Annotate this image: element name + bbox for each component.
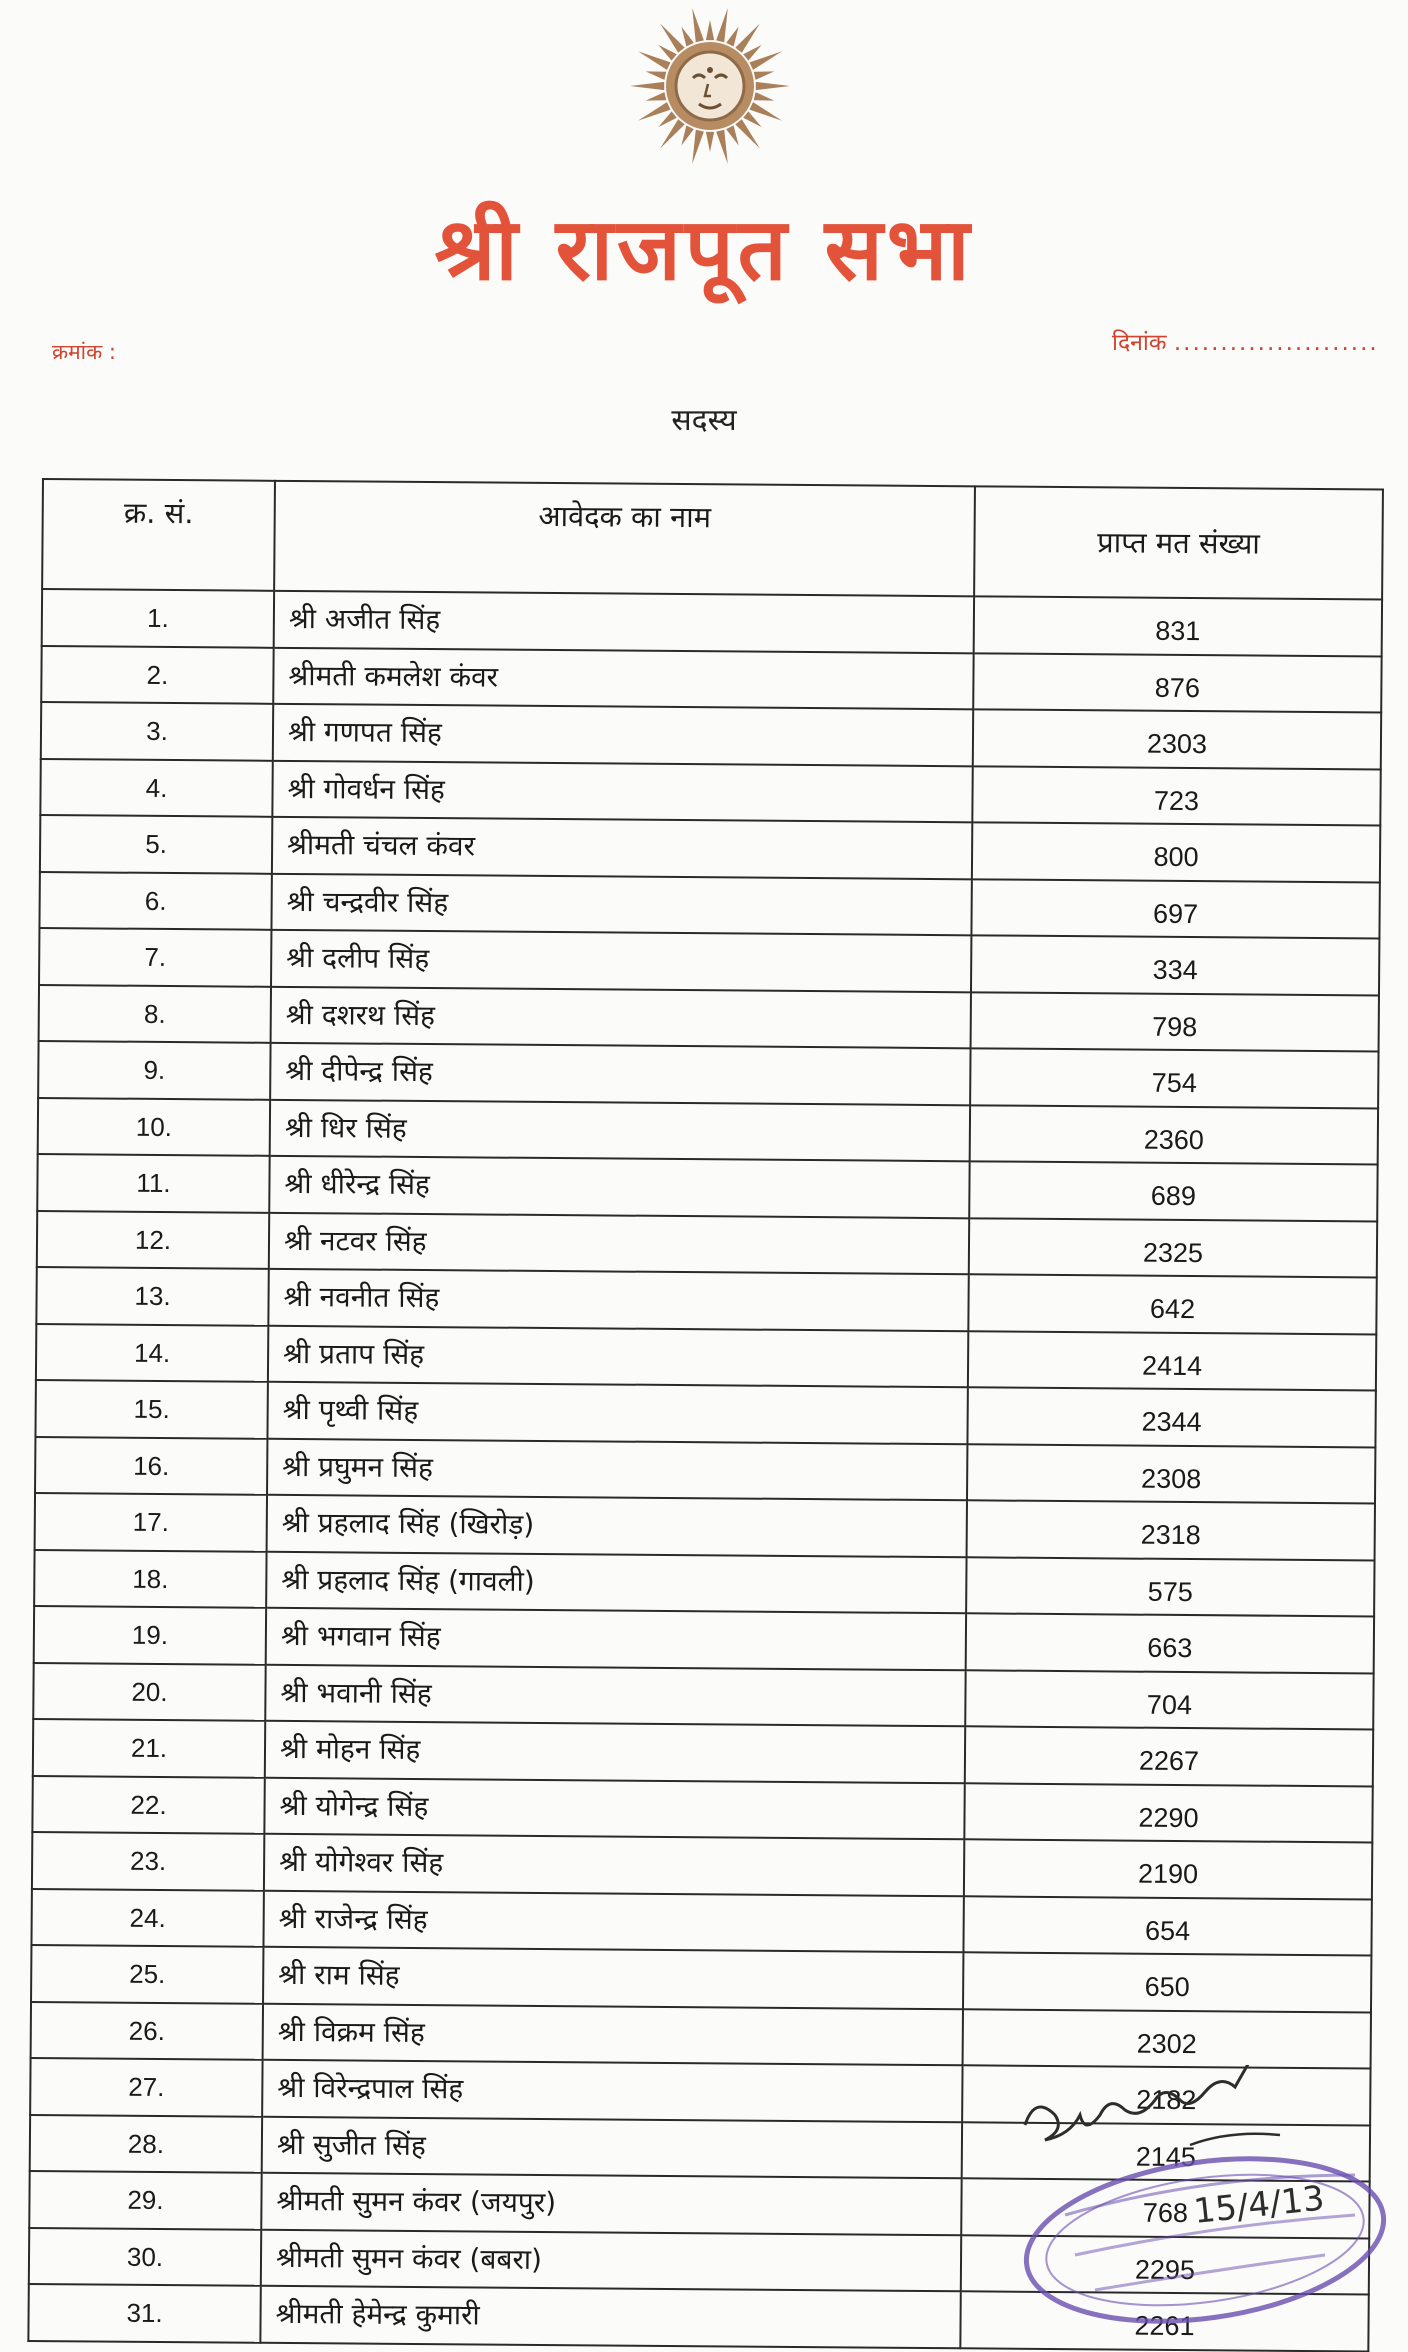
serial-number-cell: 3. — [41, 702, 273, 760]
applicant-name-cell: श्री योगेश्वर सिंह — [264, 1834, 964, 1896]
applicant-name-cell: श्रीमती चंचल कंवर — [272, 817, 972, 879]
reference-number-label: क्रमांक : — [52, 340, 117, 364]
date-label: दिनांक — [1112, 330, 1167, 356]
votes-received-cell: 2414 — [968, 1331, 1376, 1391]
votes-received-cell: 2190 — [964, 1839, 1372, 1899]
table-row — [37, 1210, 1377, 1277]
applicant-name-cell: श्री धिर सिंह — [270, 1099, 970, 1161]
applicant-name-cell: श्री चन्द्रवीर सिंह — [271, 873, 971, 935]
serial-number-cell: 13. — [36, 1267, 268, 1325]
serial-number-cell: 12. — [37, 1210, 269, 1268]
applicant-name-cell: श्री प्रघुमन सिंह — [267, 1438, 967, 1500]
votes-received-cell: 650 — [963, 1952, 1371, 2012]
table-row — [40, 815, 1380, 882]
official-stamp-icon — [1016, 2138, 1394, 2336]
votes-received-cell: 2290 — [964, 1783, 1372, 1843]
applicant-name-cell: श्री प्रताप सिंह — [268, 1325, 968, 1387]
organization-title: श्री राजपूत सभा — [434, 200, 974, 300]
applicant-name-cell: श्री विरेन्द्रपाल सिंह — [262, 2060, 962, 2122]
votes-received-cell: 831 — [974, 596, 1382, 656]
votes-received-cell: 2344 — [967, 1387, 1375, 1447]
applicant-name-cell: श्री विक्रम सिंह — [263, 2003, 963, 2065]
votes-received-cell: 2360 — [970, 1105, 1378, 1165]
table-row — [32, 1775, 1372, 1842]
votes-received-cell: 654 — [963, 1896, 1371, 1956]
applicant-name-cell: श्री गणपत सिंह — [273, 704, 973, 766]
serial-number-cell: 1. — [42, 589, 274, 647]
applicant-name-cell: श्री दीपेन्द्र सिंह — [270, 1043, 970, 1105]
votes-received-cell: 800 — [972, 822, 1380, 882]
date-blank-line: ...................... — [1173, 330, 1379, 356]
table-row — [32, 1832, 1372, 1899]
table-row — [34, 1549, 1374, 1616]
section-heading: सदस्य — [671, 403, 737, 438]
serial-number-cell: 20. — [33, 1662, 265, 1720]
table-row — [31, 2001, 1371, 2068]
applicant-name-cell: श्रीमती कमलेश कंवर — [273, 647, 973, 709]
table-row — [35, 1380, 1375, 1447]
applicant-name-cell: श्री योगेन्द्र सिंह — [264, 1777, 964, 1839]
applicant-name-cell: श्री अजीत सिंह — [274, 591, 974, 653]
serial-number-cell: 5. — [40, 815, 272, 873]
votes-received-cell: 704 — [965, 1670, 1373, 1730]
serial-number-cell: 10. — [38, 1097, 270, 1155]
applicant-name-cell: श्री प्रहलाद सिंह (गावली) — [266, 1551, 966, 1613]
votes-received-cell: 2182 — [962, 2065, 1370, 2125]
table-row — [39, 928, 1379, 995]
votes-received-cell: 2261 — [960, 2291, 1368, 2351]
serial-number-cell: 24. — [31, 1888, 263, 1946]
column-header-applicant-name: आवेदक का नाम — [274, 481, 975, 596]
votes-received-cell: 697 — [971, 879, 1379, 939]
serial-number-cell: 21. — [33, 1719, 265, 1777]
table-row — [41, 702, 1381, 769]
votes-received-cell: 798 — [971, 992, 1379, 1052]
serial-number-cell: 31. — [28, 2284, 260, 2342]
table-row — [39, 871, 1379, 938]
table-row — [39, 984, 1379, 1051]
votes-received-cell: 2308 — [967, 1444, 1375, 1504]
applicant-name-cell: श्री दशरथ सिंह — [271, 986, 971, 1048]
serial-number-cell: 22. — [32, 1775, 264, 1833]
applicant-name-cell: श्री नवनीत सिंह — [268, 1269, 968, 1331]
serial-number-cell: 8. — [39, 984, 271, 1042]
votes-received-cell: 2295 — [961, 2235, 1369, 2295]
votes-received-cell: 642 — [968, 1274, 1376, 1334]
serial-number-cell: 19. — [34, 1606, 266, 1664]
signature-and-stamp — [1005, 2065, 1405, 2336]
table-row — [36, 1323, 1376, 1390]
table-row — [36, 1267, 1376, 1334]
serial-number-cell: 14. — [36, 1323, 268, 1381]
date-field — [1112, 325, 1379, 357]
sun-face-emblem-icon — [615, 4, 805, 172]
handwritten-signature-icon — [1025, 2065, 1326, 2232]
serial-number-cell: 15. — [35, 1380, 267, 1438]
applicant-name-cell: श्रीमती सुमन कंवर (जयपुर) — [261, 2173, 961, 2235]
table-header-row — [42, 479, 1383, 600]
serial-number-cell: 7. — [39, 928, 271, 986]
votes-received-cell: 754 — [970, 1048, 1378, 1108]
applicant-name-cell: श्री राम सिंह — [263, 1947, 963, 2009]
table-row — [38, 1097, 1378, 1164]
serial-number-cell: 17. — [35, 1493, 267, 1551]
applicant-name-cell: श्री प्रहलाद सिंह (खिरोड़) — [267, 1495, 967, 1557]
serial-number-cell: 30. — [29, 2227, 261, 2285]
votes-received-cell: 689 — [969, 1161, 1377, 1221]
votes-received-cell: 2303 — [973, 709, 1381, 769]
serial-number-cell: 18. — [34, 1549, 266, 1607]
table-row — [38, 1041, 1378, 1108]
votes-received-cell: 334 — [971, 935, 1379, 995]
serial-number-cell: 9. — [38, 1041, 270, 1099]
votes-received-cell: 2145 — [962, 2122, 1370, 2182]
serial-number-cell: 28. — [30, 2114, 262, 2172]
table-row — [34, 1606, 1374, 1673]
column-header-serial: क्र. सं. — [42, 479, 275, 591]
serial-number-cell: 6. — [39, 871, 271, 929]
handwritten-date: 15/4/13 — [1191, 2178, 1327, 2232]
votes-received-cell: 575 — [966, 1557, 1374, 1617]
votes-received-cell: 2318 — [967, 1500, 1375, 1560]
table-row — [35, 1493, 1375, 1560]
serial-number-cell: 2. — [41, 646, 273, 704]
serial-number-cell: 27. — [30, 2058, 262, 2116]
applicant-name-cell: श्री राजेन्द्र सिंह — [263, 1890, 963, 1952]
applicant-name-cell: श्री मोहन सिंह — [265, 1721, 965, 1783]
votes-received-cell: 663 — [966, 1613, 1374, 1673]
table-row — [33, 1719, 1373, 1786]
applicant-name-cell: श्री दलीप सिंह — [271, 930, 971, 992]
votes-received-cell: 2302 — [963, 2009, 1371, 2069]
serial-number-cell: 23. — [32, 1832, 264, 1890]
serial-number-cell: 4. — [40, 758, 272, 816]
serial-number-cell: 25. — [31, 1945, 263, 2003]
table-row — [31, 1945, 1371, 2012]
table-row — [37, 1154, 1377, 1221]
applicant-name-cell: श्री भवानी सिंह — [265, 1664, 965, 1726]
applicant-name-cell: श्री पृथ्वी सिंह — [267, 1382, 967, 1444]
table-row — [40, 758, 1380, 825]
votes-received-cell: 768 — [961, 2178, 1369, 2238]
serial-number-cell: 29. — [29, 2171, 261, 2229]
table-row — [35, 1436, 1375, 1503]
applicant-name-cell: श्री भगवान सिंह — [266, 1608, 966, 1670]
serial-number-cell: 26. — [31, 2001, 263, 2059]
applicant-name-cell: श्रीमती हेमेन्द्र कुमारी — [260, 2286, 960, 2348]
table-row — [42, 589, 1382, 656]
applicant-name-cell: श्री नटवर सिंह — [269, 1212, 969, 1274]
table-row — [41, 646, 1381, 713]
votes-received-cell: 723 — [972, 766, 1380, 826]
serial-number-cell: 11. — [37, 1154, 269, 1212]
votes-received-cell: 876 — [973, 653, 1381, 713]
applicant-name-cell: श्रीमती सुमन कंवर (बबरा) — [261, 2229, 961, 2291]
serial-number-cell: 16. — [35, 1436, 267, 1494]
table-row — [31, 1888, 1371, 1955]
applicant-name-cell: श्री धीरेन्द्र सिंह — [269, 1156, 969, 1218]
applicant-name-cell: श्री गोवर्धन सिंह — [272, 760, 972, 822]
table-row — [33, 1662, 1373, 1729]
votes-received-cell: 2267 — [965, 1726, 1373, 1786]
votes-received-cell: 2325 — [969, 1218, 1377, 1278]
applicant-name-cell: श्री सुजीत सिंह — [262, 2116, 962, 2178]
column-header-votes-received: प्राप्त मत संख्या — [974, 486, 1383, 599]
